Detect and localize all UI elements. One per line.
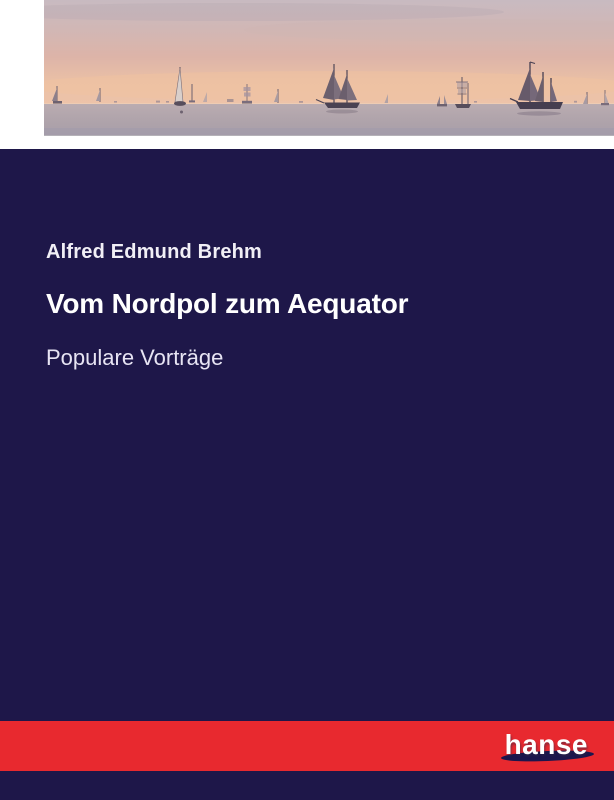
cover-photo bbox=[44, 0, 614, 135]
book-subtitle: Populare Vorträge bbox=[46, 345, 224, 370]
sailing-ships-illustration bbox=[44, 0, 614, 135]
publisher-logo bbox=[505, 729, 588, 761]
publisher-logo-text: hanse bbox=[504, 729, 588, 760]
book-title: Vom Nordpol zum Aequator bbox=[46, 288, 409, 319]
author-name: Alfred Edmund Brehm bbox=[46, 241, 263, 263]
publisher-bar bbox=[0, 721, 614, 771]
cover-body bbox=[0, 149, 614, 800]
